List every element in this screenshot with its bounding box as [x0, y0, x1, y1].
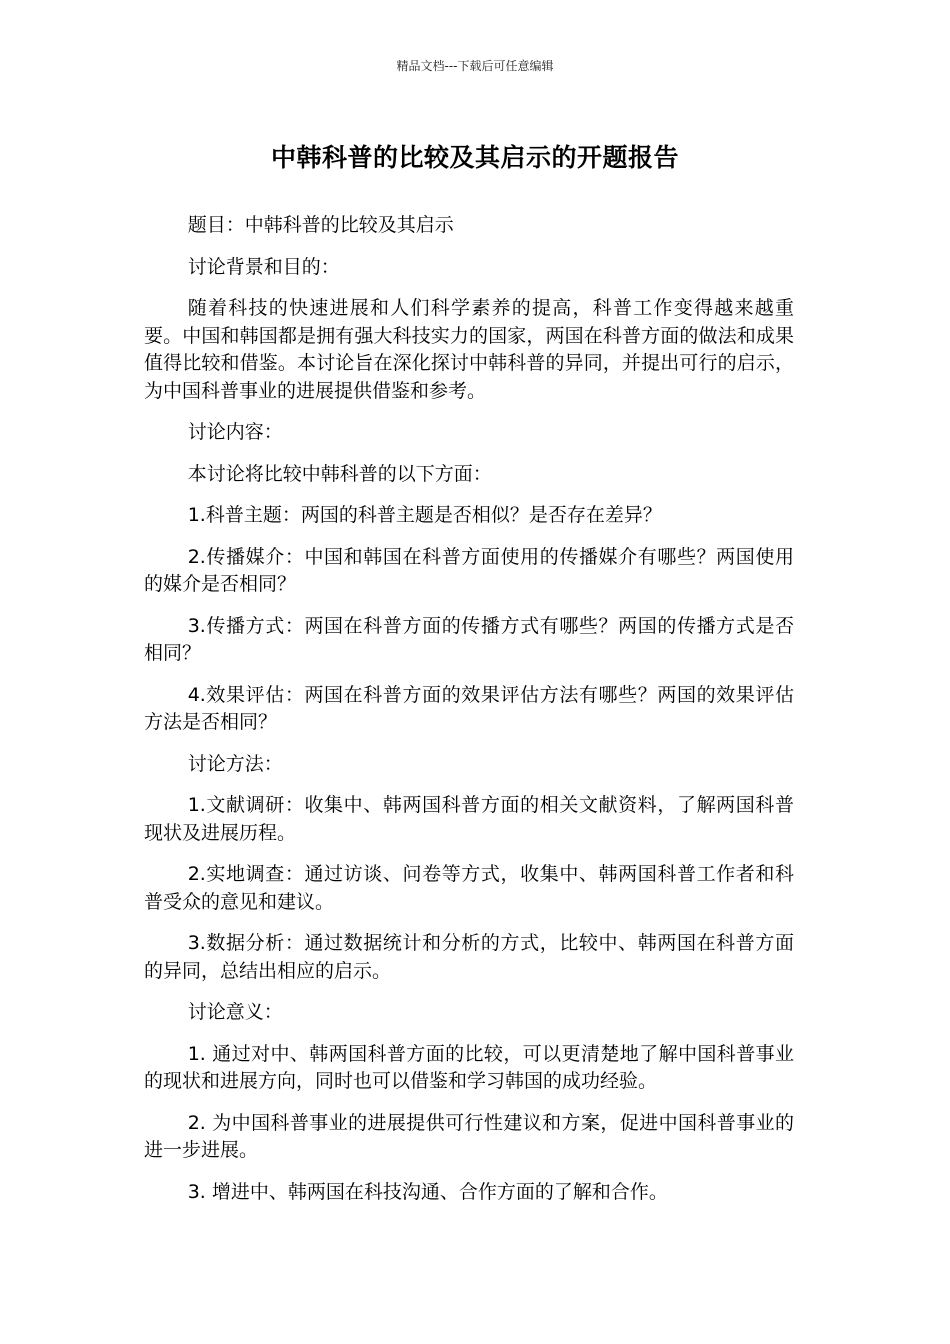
- paragraph-background: 随着科技的快速进展和人们科学素养的提高，科普工作变得越来越重要。中国和韩国都是拥有强大科技实力的国家，两国在科普方面的做法和成果值得比较和借鉴。本讨论旨在深化探讨中韩科普的异同，并提出可行的启示，为中国科普事业的进展提供借鉴和参考。: [144, 297, 794, 402]
- section-heading-content: 讨论内容：: [187, 421, 283, 443]
- list-item-significance: 3. 增进中、韩两国在科技沟通、合作方面的了解和合作。: [187, 1180, 668, 1203]
- list-item-method: 2.实地调查：通过访谈、问卷等方式，收集中、韩两国科普工作者和科普受众的意见和建议。: [144, 863, 794, 913]
- list-item-significance: 1. 通过对中、韩两国科普方面的比较，可以更清楚地了解中国科普事业的现状和进展方向，同时也可以借鉴和学习韩国的成功经验。: [144, 1042, 794, 1092]
- list-item-content: 2.传播媒介：中国和韩国在科普方面使用的传播媒介有哪些？两国使用的媒介是否相同？: [144, 545, 794, 595]
- document-title: 中韩科普的比较及其启示的开题报告: [270, 143, 679, 172]
- page-header-note: 精品文档---下载后可任意编辑: [396, 59, 554, 73]
- list-item-content: 4.效果评估：两国在科普方面的效果评估方法有哪些？两国的效果评估方法是否相同？: [144, 683, 794, 733]
- paragraph-topic: 题目：中韩科普的比较及其启示: [187, 214, 454, 236]
- document-body: [144, 212, 794, 1220]
- section-heading-background: 讨论背景和目的：: [187, 255, 340, 278]
- list-item-method: 3.数据分析：通过数据统计和分析的方式，比较中、韩两国在科普方面的异同，总结出相应的启示。: [144, 932, 794, 982]
- paragraph-content-intro: 本讨论将比较中韩科普的以下方面：: [187, 462, 492, 485]
- list-item-content: 1.科普主题：两国的科普主题是否相似？是否存在差异？: [187, 504, 662, 526]
- section-heading-methods: 讨论方法：: [187, 752, 283, 775]
- list-item-content: 3.传播方式：两国在科普方面的传播方式有哪些？两国的传播方式是否相同？: [144, 614, 794, 664]
- section-heading-significance: 讨论意义：: [187, 1001, 283, 1023]
- list-item-significance: 2. 为中国科普事业的进展提供可行性建议和方案，促进中国科普事业的进一步进展。: [144, 1111, 794, 1161]
- list-item-method: 1.文献调研：收集中、韩两国科普方面的相关文献资料，了解两国科普现状及进展历程。: [144, 794, 794, 844]
